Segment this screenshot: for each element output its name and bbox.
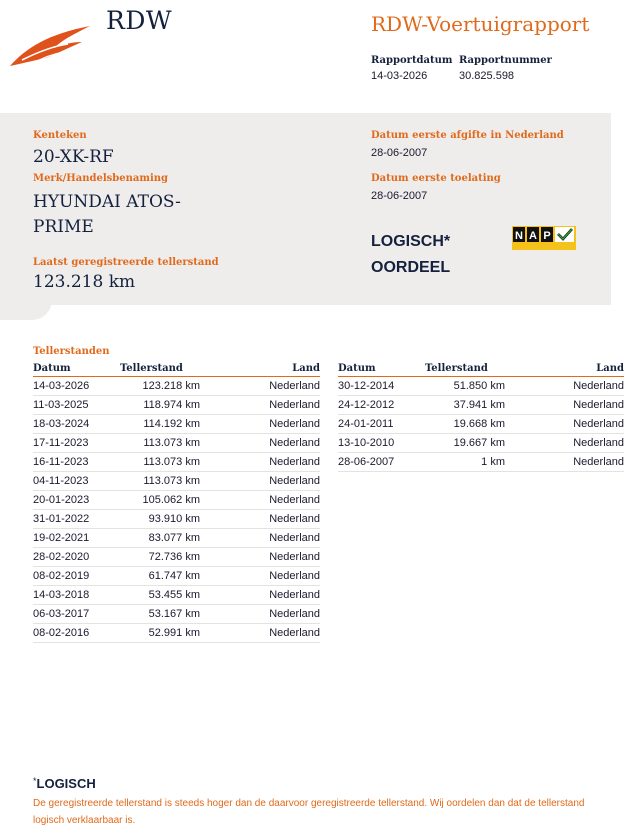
tellerstanden-table-left [33,362,320,643]
laatst-tellerstand-label: Laatst geregistreerde tellerstand [33,257,219,268]
cell-land: Nederland [200,415,320,434]
table-row [338,434,624,453]
cell-land: Nederland [200,434,320,453]
table-row [33,605,320,624]
svg-text:A: A [529,230,537,242]
cell-datum: 04-11-2023 [33,472,120,491]
cell-tellerstand: 113.073 km [120,453,200,472]
svg-text:N: N [515,230,523,242]
table-row [33,377,320,396]
cell-tellerstand: 19.667 km [425,434,505,453]
table-row [338,396,624,415]
svg-text:P: P [543,230,551,242]
cell-tellerstand: 51.850 km [425,377,505,396]
cell-land: Nederland [200,396,320,415]
cell-land: Nederland [200,491,320,510]
cell-land: Nederland [200,529,320,548]
footnote-star: * [33,776,37,786]
cell-land: Nederland [200,605,320,624]
cell-datum: 31-01-2022 [33,510,120,529]
oordeel-line-1: LOGISCH* [371,233,451,250]
eerste-afgifte-value: 28-06-2007 [371,147,428,159]
table-row [338,377,624,396]
table-row [33,453,320,472]
table-row [33,624,320,643]
rdw-logo-icon [8,24,92,68]
column-header-datum: Datum [338,362,425,377]
kenteken-value: 20-XK-RF [33,147,114,167]
rapportnummer-label: Rapportnummer [459,55,552,66]
report-title: RDW-Voertuigrapport [371,12,590,36]
cell-land: Nederland [200,472,320,491]
table-row [338,415,624,434]
cell-tellerstand: 105.062 km [120,491,200,510]
cell-tellerstand: 123.218 km [120,377,200,396]
merk-label: Merk/Handelsbenaming [33,173,169,184]
footnote-text: De geregistreerde tellerstand is steeds hoger dan de daarvoor geregistreerde tellerstand. Wij oordelen dan dat de tellerstand logisch verklaarbaar is. [33,798,585,826]
tellerstanden-title: Tellerstanden [33,346,110,357]
cell-tellerstand: 61.747 km [120,567,200,586]
table-row [33,548,320,567]
cell-datum: 11-03-2025 [33,396,120,415]
cell-datum: 28-02-2020 [33,548,120,567]
cell-tellerstand: 52.991 km [120,624,200,643]
kenteken-label: Kenteken [33,130,87,141]
rapportnummer-value: 30.825.598 [459,70,515,82]
oordeel-line-2: OORDEEL [371,259,451,276]
cell-tellerstand: 1 km [425,453,505,472]
cell-tellerstand: 37.941 km [425,396,505,415]
cell-datum: 17-11-2023 [33,434,120,453]
eerste-toelating-value: 28-06-2007 [371,190,428,202]
cell-datum: 06-03-2017 [33,605,120,624]
column-header-datum: Datum [33,362,120,377]
eerste-afgifte-label: Datum eerste afgifte in Nederland [371,130,564,141]
cell-tellerstand: 19.668 km [425,415,505,434]
oordeel-verdict [371,229,481,281]
tellerstanden-table-right [338,362,624,472]
column-header-land: Land [200,362,320,377]
cell-datum: 19-02-2021 [33,529,120,548]
merk-line-2: PRIME [33,217,94,237]
cell-land: Nederland [200,510,320,529]
cell-tellerstand: 118.974 km [120,396,200,415]
cell-datum: 08-02-2016 [33,624,120,643]
table-header-row [33,362,320,377]
footnote-title [33,776,96,791]
rapportdatum-value: 14-03-2026 [371,70,428,82]
cell-datum: 13-10-2010 [338,434,425,453]
cell-land: Nederland [505,434,624,453]
cell-datum: 16-11-2023 [33,453,120,472]
laatst-tellerstand-value: 123.218 km [33,272,136,292]
cell-datum: 20-01-2023 [33,491,120,510]
cell-datum: 08-02-2019 [33,567,120,586]
eerste-toelating-label: Datum eerste toelating [371,173,501,184]
footnote-title-text: LOGISCH [36,776,96,791]
cell-tellerstand: 93.910 km [120,510,200,529]
merk-line-1: HYUNDAI ATOS- [33,192,181,212]
cell-datum: 24-12-2012 [338,396,425,415]
column-header-tellerstand: Tellerstand [425,362,505,377]
cell-datum: 18-03-2024 [33,415,120,434]
cell-tellerstand: 53.455 km [120,586,200,605]
cell-land: Nederland [200,377,320,396]
cell-datum: 14-03-2018 [33,586,120,605]
table-row [33,396,320,415]
table-row [33,567,320,586]
panel-decoration [0,300,52,320]
cell-land: Nederland [200,548,320,567]
table-row [33,529,320,548]
brand-name: RDW [106,6,173,35]
cell-tellerstand: 113.073 km [120,434,200,453]
cell-land: Nederland [505,415,624,434]
table-row [33,491,320,510]
column-header-tellerstand: Tellerstand [120,362,200,377]
cell-land: Nederland [505,377,624,396]
cell-tellerstand: 72.736 km [120,548,200,567]
cell-land: Nederland [200,567,320,586]
cell-land: Nederland [200,624,320,643]
column-header-land: Land [505,362,624,377]
table-row [33,586,320,605]
cell-datum: 30-12-2014 [338,377,425,396]
rapportdatum-label: Rapportdatum [371,55,453,66]
table-row [33,472,320,491]
cell-datum: 28-06-2007 [338,453,425,472]
cell-tellerstand: 83.077 km [120,529,200,548]
table-header-row [338,362,624,377]
cell-land: Nederland [200,453,320,472]
cell-datum: 24-01-2011 [338,415,425,434]
cell-land: Nederland [505,396,624,415]
cell-tellerstand: 113.073 km [120,472,200,491]
table-row [33,415,320,434]
nap-logo-icon [512,226,576,250]
cell-tellerstand: 53.167 km [120,605,200,624]
cell-datum: 14-03-2026 [33,377,120,396]
table-row [338,453,624,472]
cell-land: Nederland [505,453,624,472]
table-row [33,510,320,529]
cell-tellerstand: 114.192 km [120,415,200,434]
cell-land: Nederland [200,586,320,605]
table-row [33,434,320,453]
